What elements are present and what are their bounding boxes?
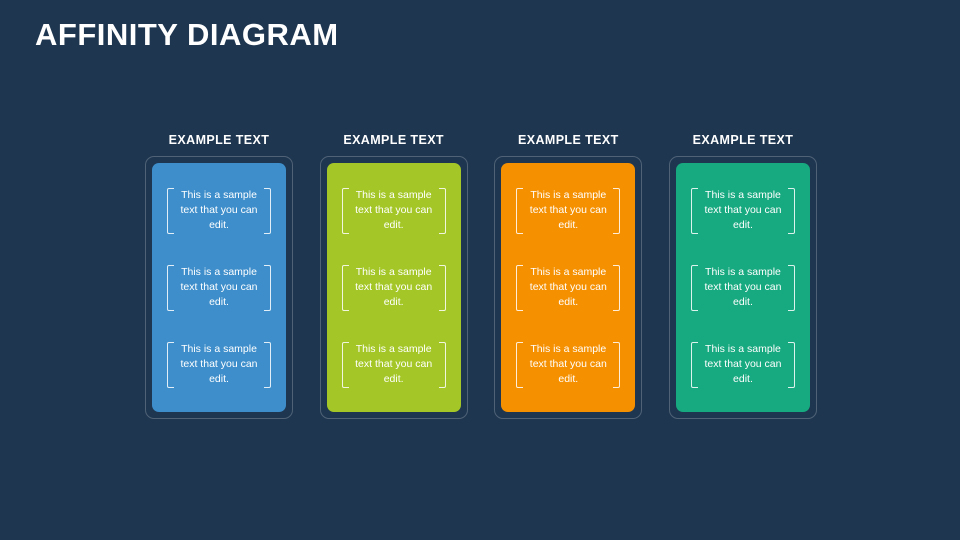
affinity-column-2[interactable] bbox=[320, 133, 468, 419]
bracket-right-icon bbox=[264, 342, 271, 388]
column-card-1[interactable] bbox=[152, 163, 286, 412]
column-card-outline-1 bbox=[145, 156, 293, 419]
sticky-note[interactable]: This is a sample text that you can edit. bbox=[167, 185, 271, 237]
bracket-right-icon bbox=[439, 342, 446, 388]
sticky-note[interactable]: This is a sample text that you can edit. bbox=[691, 339, 795, 391]
column-heading-4: EXAMPLE TEXT bbox=[692, 133, 794, 147]
column-card-2[interactable] bbox=[327, 163, 461, 412]
bracket-right-icon bbox=[788, 265, 795, 311]
bracket-right-icon bbox=[788, 188, 795, 234]
bracket-right-icon bbox=[439, 188, 446, 234]
bracket-left-icon bbox=[691, 342, 698, 388]
sticky-note[interactable]: This is a sample text that you can edit. bbox=[167, 339, 271, 391]
bracket-right-icon bbox=[613, 188, 620, 234]
bracket-left-icon bbox=[342, 265, 349, 311]
column-card-4[interactable] bbox=[676, 163, 810, 412]
bracket-right-icon bbox=[439, 265, 446, 311]
affinity-column-1[interactable] bbox=[145, 133, 293, 419]
bracket-left-icon bbox=[691, 265, 698, 311]
column-card-outline-4 bbox=[669, 156, 817, 419]
bracket-right-icon bbox=[613, 265, 620, 311]
sticky-note[interactable]: This is a sample text that you can edit. bbox=[342, 339, 446, 391]
sticky-note[interactable]: This is a sample text that you can edit. bbox=[516, 262, 620, 314]
column-heading-1: EXAMPLE TEXT bbox=[168, 133, 270, 147]
affinity-column-3[interactable] bbox=[494, 133, 642, 419]
bracket-right-icon bbox=[613, 342, 620, 388]
page-title: AFFINITY DIAGRAM bbox=[35, 17, 339, 52]
sticky-note[interactable]: This is a sample text that you can edit. bbox=[516, 185, 620, 237]
sticky-note[interactable]: This is a sample text that you can edit. bbox=[342, 185, 446, 237]
bracket-left-icon bbox=[342, 342, 349, 388]
bracket-left-icon bbox=[167, 265, 174, 311]
sticky-note[interactable]: This is a sample text that you can edit. bbox=[167, 262, 271, 314]
bracket-left-icon bbox=[516, 188, 523, 234]
affinity-column-4[interactable] bbox=[669, 133, 817, 419]
column-card-outline-3 bbox=[494, 156, 642, 419]
column-card-3[interactable] bbox=[501, 163, 635, 412]
bracket-left-icon bbox=[342, 188, 349, 234]
sticky-note[interactable]: This is a sample text that you can edit. bbox=[516, 339, 620, 391]
affinity-columns bbox=[145, 133, 817, 419]
bracket-left-icon bbox=[516, 265, 523, 311]
sticky-note[interactable]: This is a sample text that you can edit. bbox=[342, 262, 446, 314]
sticky-note[interactable]: This is a sample text that you can edit. bbox=[691, 262, 795, 314]
bracket-left-icon bbox=[167, 342, 174, 388]
column-heading-2: EXAMPLE TEXT bbox=[343, 133, 444, 147]
bracket-left-icon bbox=[691, 188, 698, 234]
bracket-left-icon bbox=[516, 342, 523, 388]
bracket-right-icon bbox=[264, 188, 271, 234]
column-heading-3: EXAMPLE TEXT bbox=[517, 133, 619, 147]
bracket-left-icon bbox=[167, 188, 174, 234]
sticky-note[interactable]: This is a sample text that you can edit. bbox=[691, 185, 795, 237]
column-card-outline-2 bbox=[320, 156, 468, 419]
bracket-right-icon bbox=[788, 342, 795, 388]
bracket-right-icon bbox=[264, 265, 271, 311]
